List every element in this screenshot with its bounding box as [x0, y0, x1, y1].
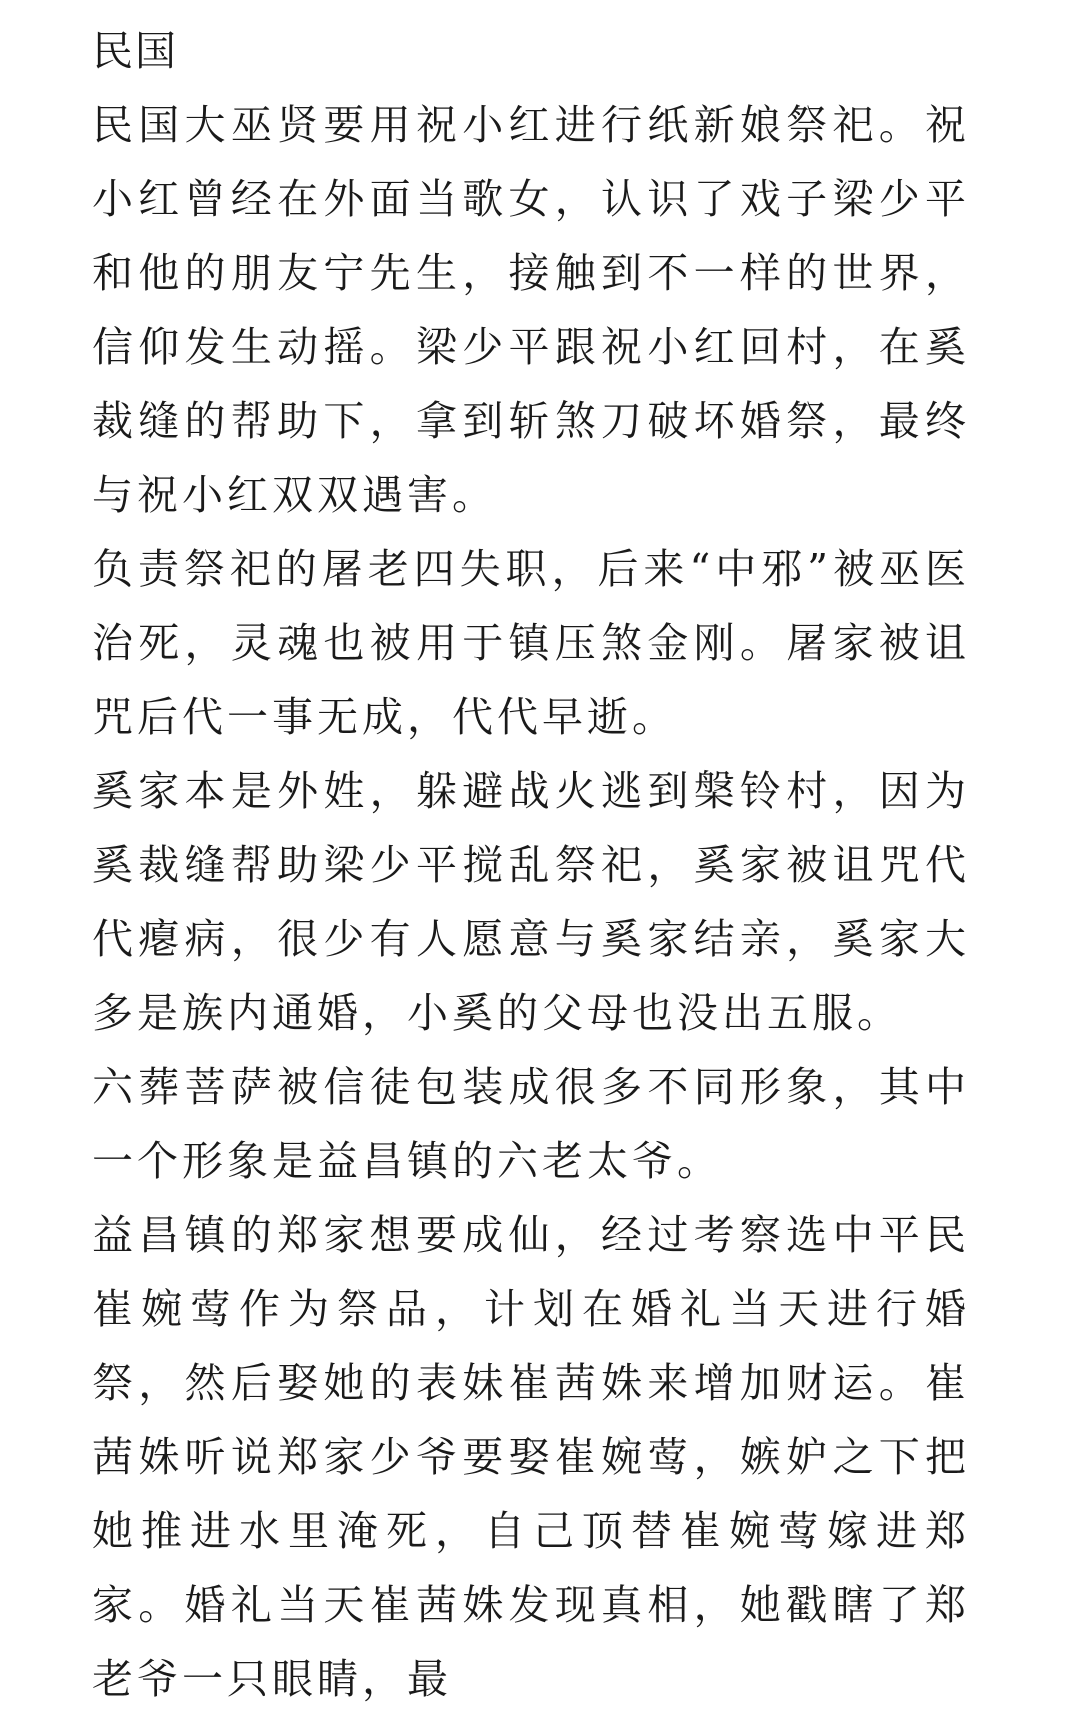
paragraph-5: 益昌镇的郑家想要成仙，经过考察选中平民崔婉莺作为祭品，计划在婚礼当天进行婚祭，然后娶她的表妹崔茜姝来增加财运。崔茜姝听说郑家少爷要娶崔婉莺，嫉妒之下把她推进水里淹死，自己顶替崔婉莺嫁进郑家。婚礼当天崔茜姝发现真相，她戳瞎了郑老爷一只眼睛，最: [92, 1211, 970, 1703]
paragraph-3: 奚家本是外姓，躲避战火逃到槃铃村，因为奚裁缝帮助梁少平搅乱祭祀，奚家被诅咒代代瘪病，很少有人愿意与奚家结亲，奚家大多是族内通婚，小奚的父母也没出五服。: [92, 767, 970, 1037]
paragraph-4: 六葬菩萨被信徒包装成很多不同形象，其中一个形象是益昌镇的六老太爷。: [92, 1063, 970, 1185]
section-heading: 民国: [92, 27, 178, 75]
paragraph-1: 民国大巫贤要用祝小红进行纸新娘祭祀。祝小红曾经在外面当歌女，认识了戏子梁少平和他的朋友宁先生，接触到不一样的世界，信仰发生动摇。梁少平跟祝小红回村，在奚裁缝的帮助下，拿到斩煞刀破坏婚祭，最终与祝小红双双遇害。: [92, 101, 970, 519]
paragraph-2: 负责祭祀的屠老四失职，后来“中邪”被巫医治死，灵魂也被用于镇压煞金刚。屠家被诅咒后代一事无成，代代早逝。: [92, 545, 970, 741]
